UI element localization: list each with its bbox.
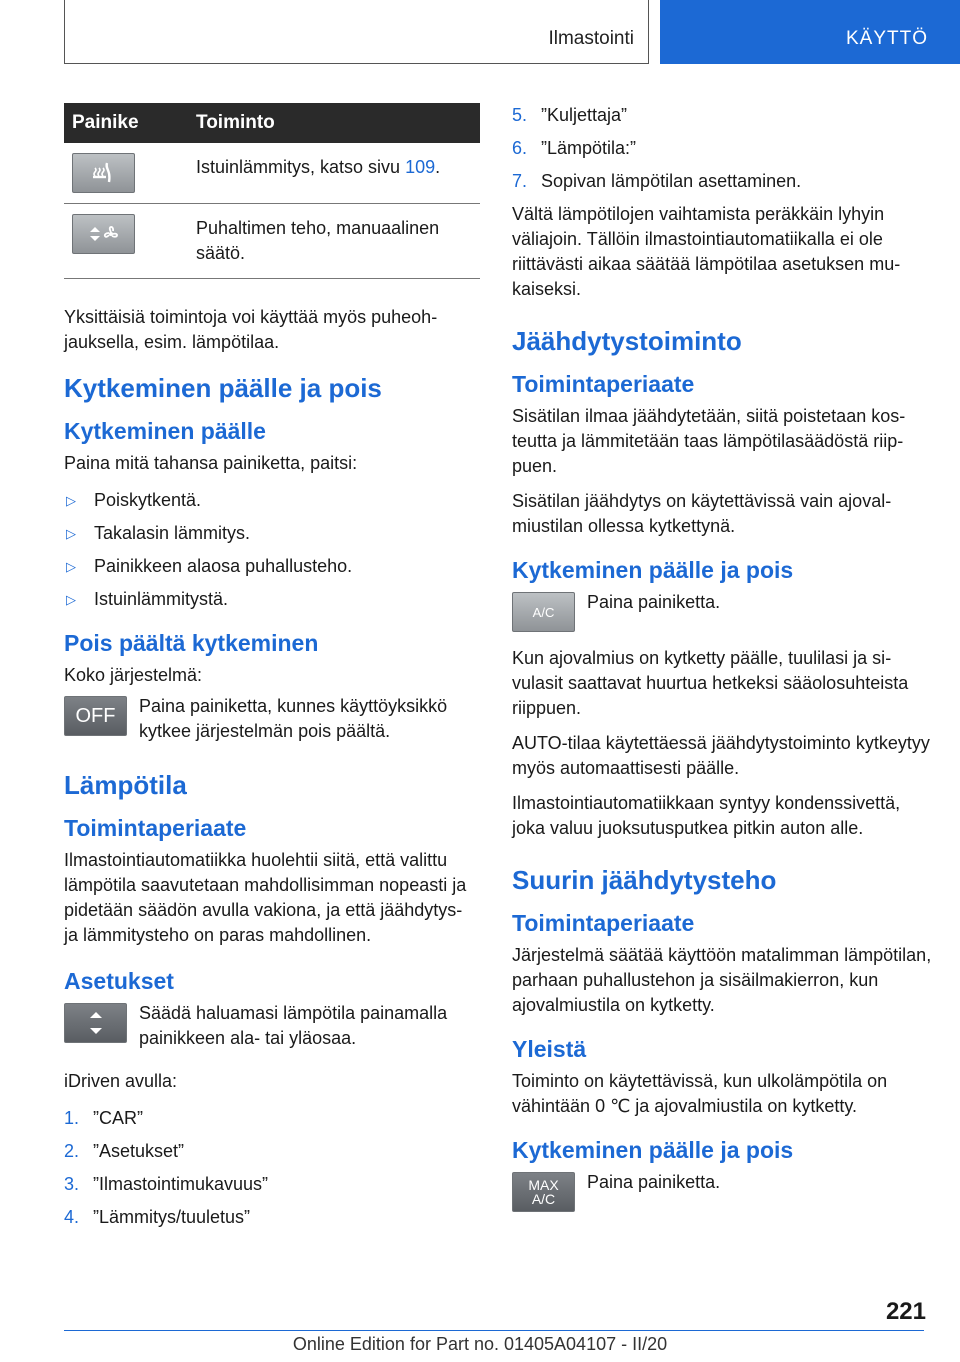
switch-on-text: Paina mitä tahansa painiketta, paitsi: xyxy=(64,453,358,473)
off-button-icon: OFF xyxy=(64,696,127,736)
list-item: ▷ Poiskytkentä. xyxy=(64,488,480,513)
general-text: Toiminto on käytettävissä, kun ulkolämpötila on vähintään 0 ℃ ja ajovalmiustila on kytketty. xyxy=(512,1071,888,1116)
heading-principle: Toimintaperiaate xyxy=(512,910,695,936)
step-number: 1. xyxy=(64,1108,80,1128)
idrive-text: iDriven avulla: xyxy=(64,1071,178,1091)
max-cooling-text: Järjestelmä säätää käyttöön matalimman lämpötilan, parhaan puhallustehon ja sisäilmakierron, kun ajovalmiustila on kytketty. xyxy=(512,945,932,1015)
heading-switch-on-off: Kytkeminen päälle ja pois xyxy=(512,1137,794,1163)
step-text: ”Lämmitys/tuuletus” xyxy=(93,1207,251,1227)
table-header-row xyxy=(64,103,480,143)
list-item: ▷ Painikkeen alaosa puhallusteho. xyxy=(64,554,480,579)
heading-general: Yleistä xyxy=(512,1036,587,1062)
cooling-text-1: Sisätilan ilmaa jäähdytetään, siitä poistetaan kosteutta ja lämmitetään taas lämpötilasäädöstä riippuen. xyxy=(512,406,906,476)
cooling-text-2: Sisätilan jäähdytys on käytettävissä vain ajovalmiustilan ollessa kytkettynä. xyxy=(512,491,892,536)
ac-button-row xyxy=(512,590,932,632)
seat-heating-icon xyxy=(72,153,135,193)
step-number: 6. xyxy=(512,138,528,158)
heading-temperature: Lämpötila xyxy=(64,770,187,800)
idrive-steps xyxy=(64,1106,480,1230)
max-ac-button-row xyxy=(512,1170,932,1212)
step-text: Sopivan lämpötilan asettaminen. xyxy=(541,171,802,191)
table-row xyxy=(64,204,480,279)
cooling-text-4: AUTO-tilaa käytettäessä jäähdytystoiminto kytkeytyy myös automaattisesti päälle. xyxy=(512,733,930,778)
page-number: 221 xyxy=(885,1298,926,1325)
off-button-desc: Paina painiketta, kunnes käyttöyksikkö kytkee järjestelmän pois päältä. xyxy=(139,696,448,741)
max-ac-button-icon xyxy=(512,1172,575,1212)
fan-speed-icon xyxy=(72,214,135,254)
right-column xyxy=(512,103,932,1226)
intro-text: Yksittäisiä toimintoja voi käyttää myös puheohjauksella, esim. lämpötilaa. xyxy=(64,307,438,352)
list-item xyxy=(512,103,932,128)
heading-switch-on-off: Kytkeminen päälle ja pois xyxy=(64,373,382,403)
switch-off-text: Koko järjestelmä: xyxy=(64,665,203,685)
heading-max-cooling: Suurin jäähdytysteho xyxy=(512,865,777,895)
list-item xyxy=(64,1106,480,1131)
step-text: ”Ilmastointimukavuus” xyxy=(93,1174,269,1194)
footer-divider xyxy=(64,1330,924,1331)
max-ac-label-bottom: A/C xyxy=(531,1191,556,1207)
table-header-function: Toiminto xyxy=(196,103,480,143)
temperature-rocker-icon xyxy=(64,1003,127,1043)
table-row xyxy=(64,143,480,204)
heading-switch-on-off: Kytkeminen päälle ja pois xyxy=(512,557,794,583)
temperature-text: Ilmastointiautomatiikka huolehtii siitä, että valittu lämpötila saavutetaan mahdollisimman nopeasti ja pidetään säädön avulla vakiona, ja että jäähdytys- ja lämmitysteho on paras mahdollinen. xyxy=(64,850,467,945)
header-chapter-label: KÄYTTÖ xyxy=(845,28,928,49)
list-item xyxy=(64,1172,480,1197)
step-text: ”CAR” xyxy=(93,1108,143,1128)
list-item: ▷ Takalasin lämmitys. xyxy=(64,521,480,546)
header-section-title: Ilmastointi xyxy=(548,28,634,49)
footer-edition[interactable]: Online Edition for Part no. 01405A04107 - II/20 xyxy=(292,1334,668,1354)
step-number: 5. xyxy=(512,105,528,125)
step-text: ”Lämpötila:” xyxy=(541,138,637,158)
list-item: ▷ Istuinlämmitystä. xyxy=(64,587,480,612)
step-text: ”Kuljettaja” xyxy=(541,105,628,125)
left-column xyxy=(64,103,480,1238)
heading-cooling: Jäähdytystoiminto xyxy=(512,326,742,356)
heading-principle: Toimintaperiaate xyxy=(64,815,247,841)
button-function-table xyxy=(64,103,480,279)
step-text: ”Asetukset” xyxy=(93,1141,185,1161)
step-number: 4. xyxy=(64,1207,80,1227)
row-text: Istuinlämmitys, katso sivu xyxy=(196,157,406,177)
cooling-text-3: Kun ajovalmius on kytketty päälle, tuulilasi ja sivulasit saattavat huurtua hetkeksi sääolosuhteista riippuen. xyxy=(512,648,909,718)
heading-switch-on: Kytkeminen päälle xyxy=(64,418,266,444)
list-item xyxy=(64,1139,480,1164)
table-header-button: Painike xyxy=(64,103,196,143)
cooling-text-5: Ilmastointiautomatiikkaan syntyy kondenssivettä, joka valuu juoksutusputkea pitkin auton alle. xyxy=(512,793,901,838)
heading-switch-off: Pois päältä kytkeminen xyxy=(64,630,319,656)
list-item xyxy=(512,136,932,161)
header-chapter-tab[interactable] xyxy=(660,0,960,64)
step-number: 2. xyxy=(64,1141,80,1161)
avoid-text: Vältä lämpötilojen vaihtamista peräkkäin lyhyin väliajoin. Tällöin ilmastointiautomatiikalla ei ole riittävästi aikaa säätää lämpötilaa asetuksen mukaiseksi. xyxy=(512,204,901,299)
off-button-row xyxy=(64,694,480,744)
continued-steps xyxy=(512,103,932,194)
row-text: Puhaltimen teho, manuaalinen säätö. xyxy=(196,204,480,279)
max-ac-label-top: MAX xyxy=(528,1177,559,1193)
list-item xyxy=(512,169,932,194)
max-ac-button-desc: Paina painiketta. xyxy=(587,1172,721,1192)
row-suffix: . xyxy=(435,157,441,177)
ac-button-desc: Paina painiketta. xyxy=(587,592,721,612)
settings-desc: Säädä haluamasi lämpötila painamalla painikkeen ala- tai yläosaa. xyxy=(139,1003,448,1048)
heading-settings: Asetukset xyxy=(64,968,174,994)
exception-list xyxy=(64,488,480,612)
step-number: 3. xyxy=(64,1174,80,1194)
ac-button-icon: A/C xyxy=(512,592,575,632)
list-item xyxy=(64,1205,480,1230)
heading-principle: Toimintaperiaate xyxy=(512,371,695,397)
temp-button-row xyxy=(64,1001,480,1051)
step-number: 7. xyxy=(512,171,528,191)
page-reference-link[interactable]: 109 xyxy=(405,157,436,177)
header-box xyxy=(64,0,649,64)
